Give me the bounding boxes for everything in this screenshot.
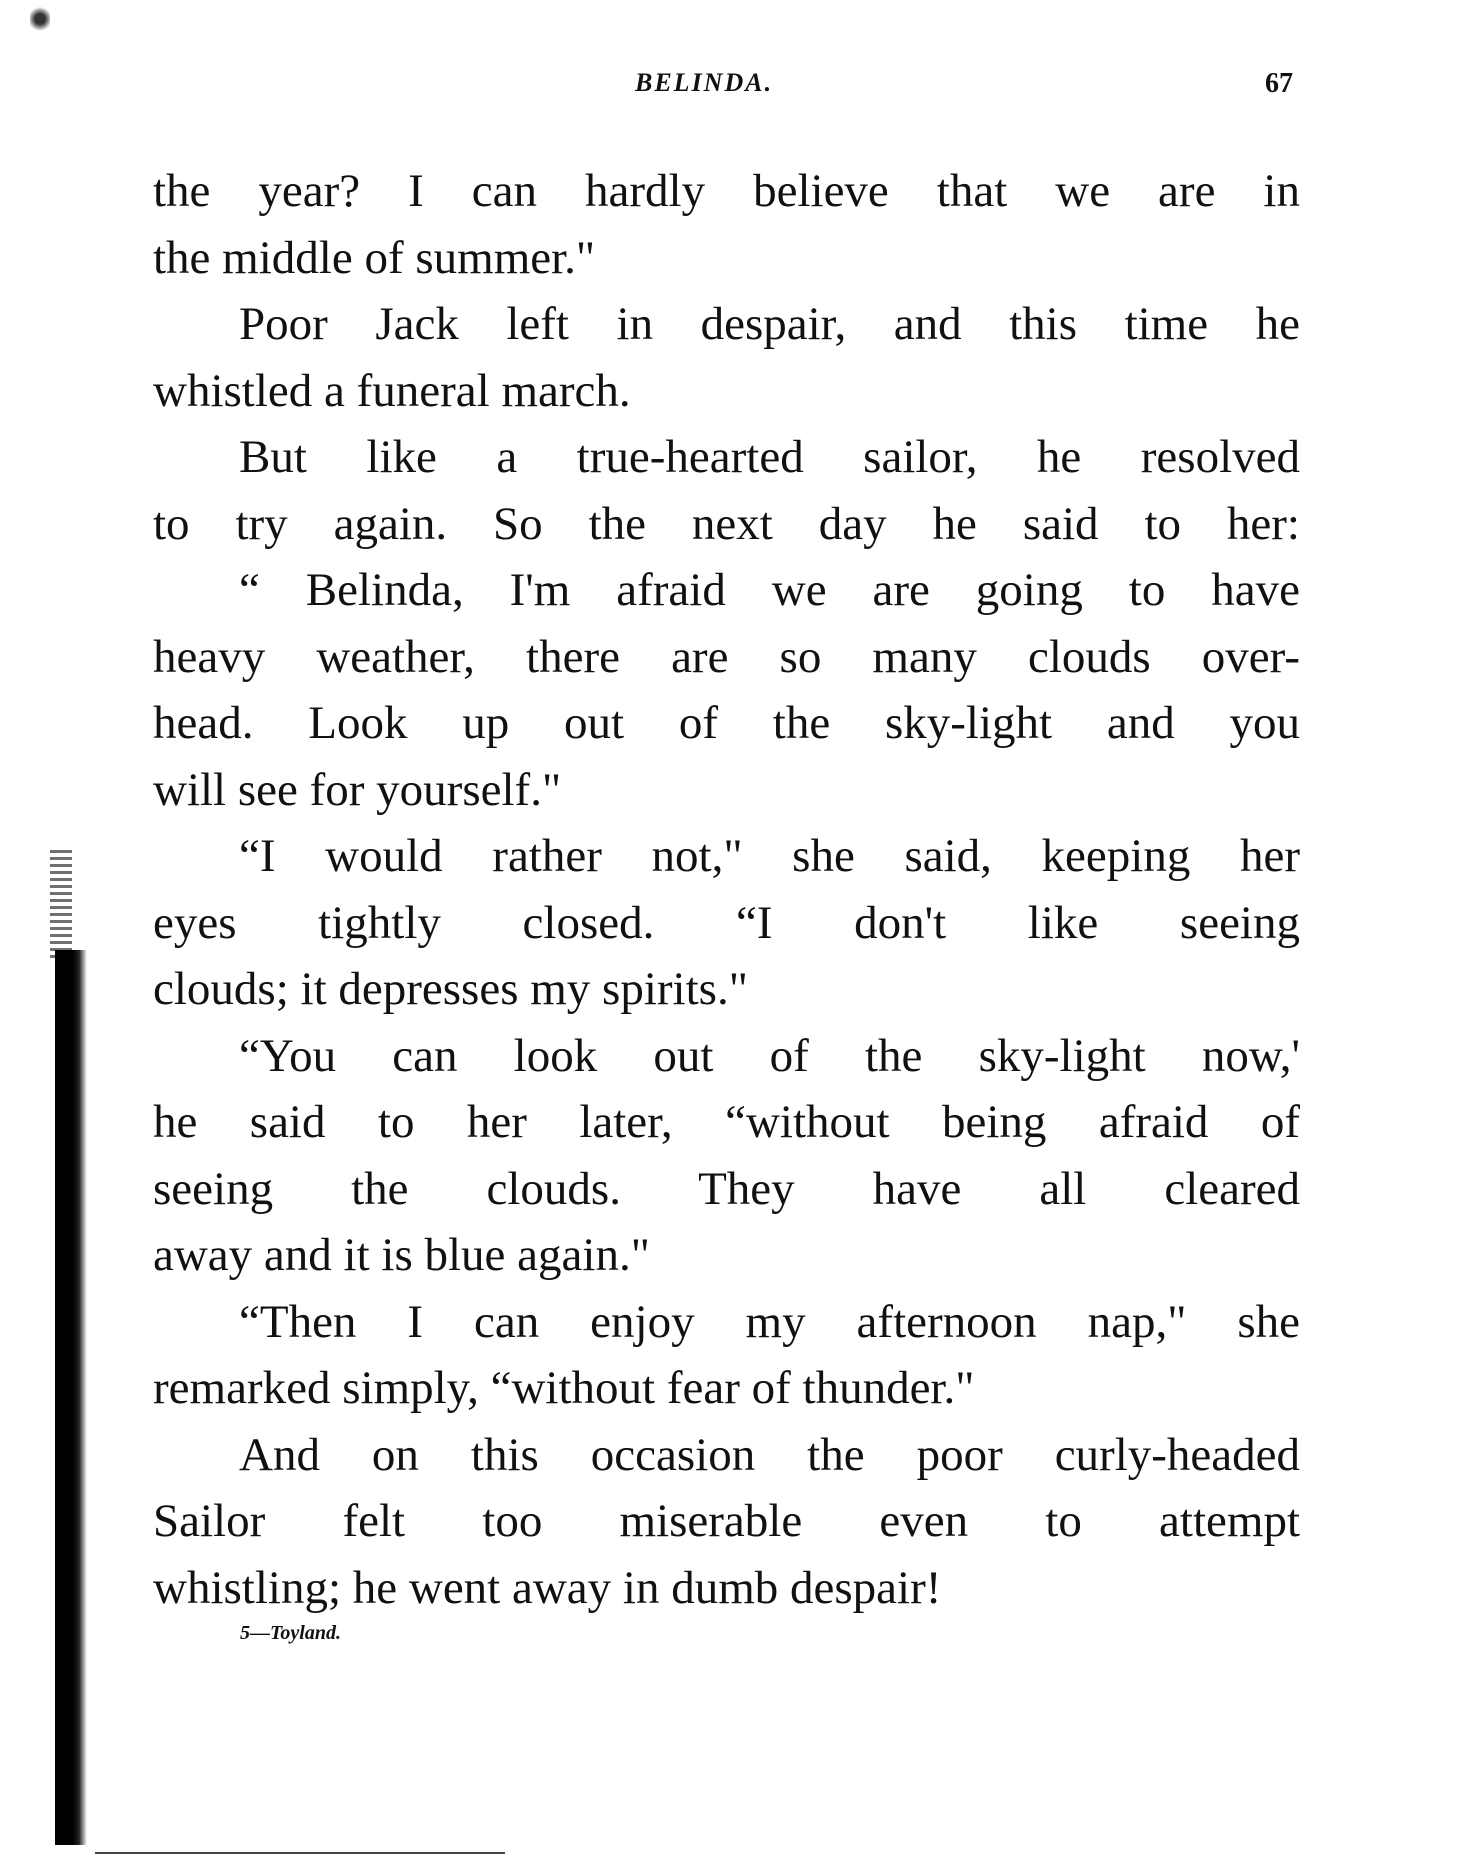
binding-edge-shadow bbox=[55, 950, 87, 1845]
text-line: remarked simply, “without fear of thunder." bbox=[153, 1362, 975, 1414]
text-line: the year? I can hardly believe that we are in bbox=[153, 165, 1300, 217]
text-line: And on this occasion the poor curly-headed bbox=[239, 1428, 1300, 1481]
page-header bbox=[0, 68, 1479, 108]
body-text bbox=[153, 158, 1300, 1621]
text-line: the middle of summer." bbox=[153, 231, 596, 284]
text-line: Poor Jack left in despair, and this time he bbox=[239, 298, 1300, 350]
text-line: eyes tightly closed. “I don't like seeing bbox=[153, 896, 1300, 949]
text-line: he said to her later, “without being afraid of bbox=[153, 1096, 1300, 1148]
text-line: will see for yourself." bbox=[153, 763, 562, 816]
text-line: “ Belinda, I'm afraid we are going to have bbox=[239, 564, 1300, 616]
signature-mark: 5—Toyland. bbox=[240, 1622, 341, 1644]
binding-shadow-top bbox=[50, 850, 72, 960]
text-line: “Then I can enjoy my afternoon nap," she bbox=[239, 1295, 1300, 1348]
text-line: whistled a funeral march. bbox=[153, 364, 631, 417]
text-line: heavy weather, there are so many clouds over- bbox=[153, 630, 1300, 683]
text-line: away and it is blue again." bbox=[153, 1229, 650, 1281]
text-line: head. Look up out of the sky-light and you bbox=[153, 697, 1300, 749]
text-line: clouds; it depresses my spirits." bbox=[153, 963, 748, 1015]
running-title: BELINDA. bbox=[635, 68, 774, 97]
bottom-rule bbox=[95, 1852, 505, 1854]
text-line: whistling; he went away in dumb despair! bbox=[153, 1561, 942, 1614]
text-line: But like a true-hearted sailor, he resolved bbox=[239, 431, 1300, 483]
page-number: 67 bbox=[1265, 68, 1293, 99]
text-line: “I would rather not," she said, keeping her bbox=[239, 830, 1300, 882]
text-line: seeing the clouds. They have all cleared bbox=[153, 1162, 1300, 1215]
text-line: Sailor felt too miserable even to attempt bbox=[153, 1495, 1300, 1547]
text-line: to try again. So the next day he said to her: bbox=[153, 497, 1300, 550]
scan-corner-mark bbox=[30, 5, 50, 33]
text-line: “You can look out of the sky-light now,' bbox=[239, 1029, 1300, 1082]
